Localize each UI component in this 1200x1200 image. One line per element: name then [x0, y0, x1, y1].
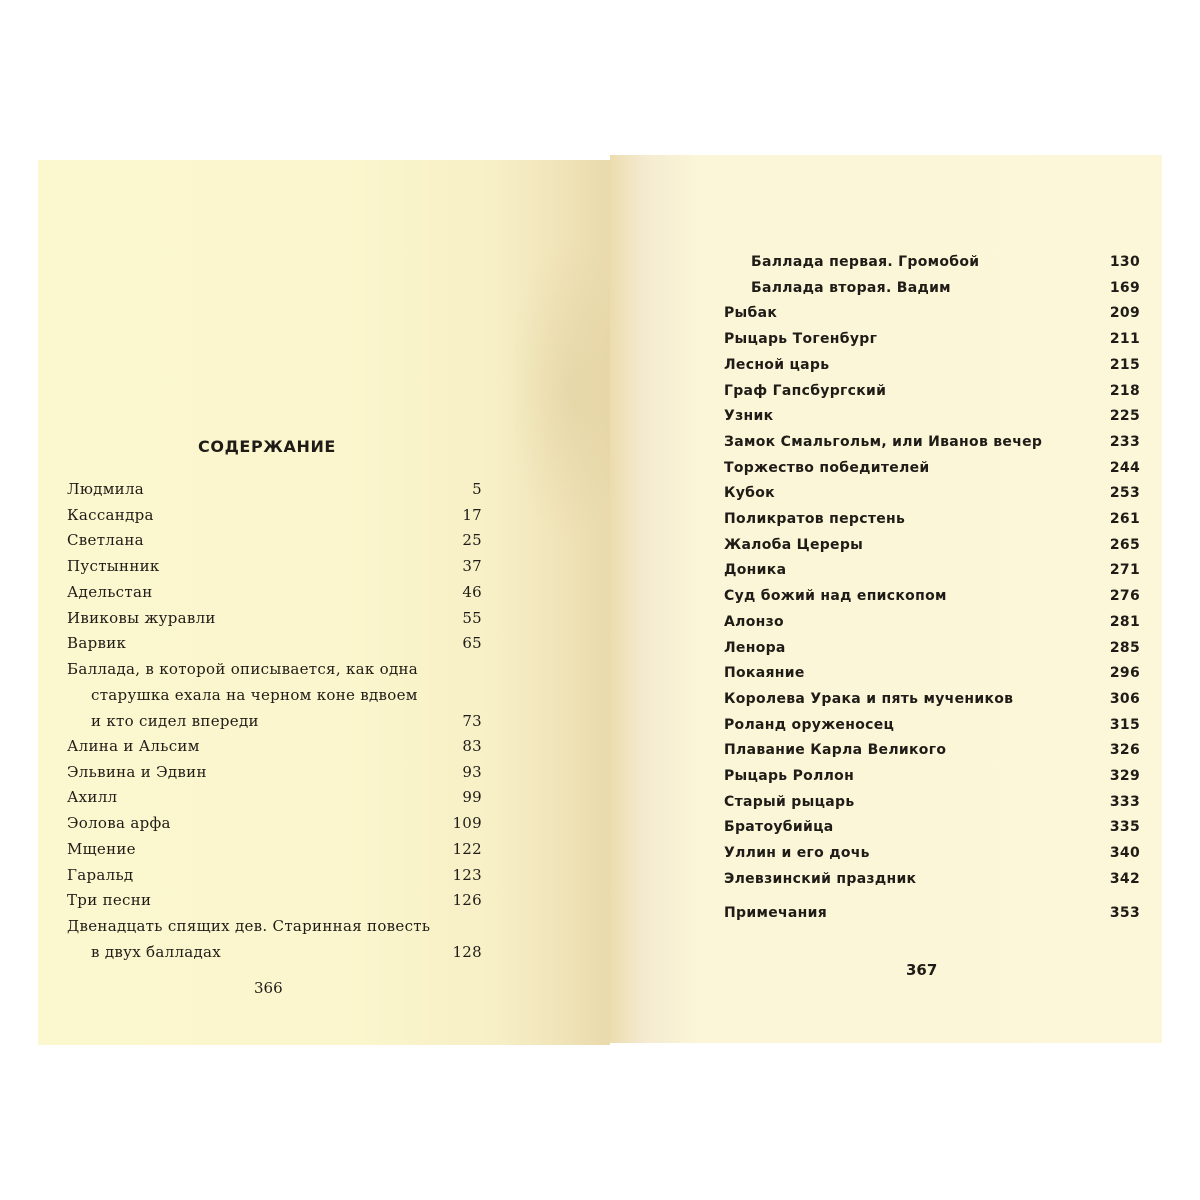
toc-entry-title: Кассандра [67, 505, 154, 524]
toc-entry-title: Баллада вторая. Вадим [751, 279, 951, 296]
toc-entry-title: в двух балладах [91, 942, 222, 961]
toc-entry-title: Людмила [67, 480, 145, 498]
toc-entry-page: 326 [1109, 742, 1140, 759]
toc-entry-title: Доника [724, 562, 787, 579]
toc-entry-page: 353 [1109, 904, 1140, 921]
toc-entry-title: Братоубийца [724, 819, 834, 836]
toc-entry-title: Пустынник [67, 557, 160, 576]
toc-entry-title: Двенадцать спящих дев. Старинная повесть [67, 916, 431, 935]
toc-entry-title: Плавание Карла Великого [724, 742, 947, 759]
toc-entry-page: 93 [462, 762, 482, 781]
toc-entry-page: 218 [1109, 382, 1140, 399]
toc-entry-title: Ивиковы журавли [67, 608, 216, 627]
toc-entry-page: 122 [452, 839, 482, 858]
toc-entry-page: 109 [452, 814, 482, 833]
toc-entry-page: 244 [1109, 459, 1140, 476]
toc-entry-page: 225 [1109, 408, 1140, 425]
toc-entry-title: Покаяние [724, 665, 805, 682]
toc-entry-title: Граф Гапсбургский [724, 382, 887, 399]
toc-entry-title: Эльвина и Эдвин [67, 762, 207, 781]
toc-entry-page: 253 [1109, 485, 1140, 502]
toc-entry-page: 128 [452, 942, 482, 961]
toc-heading: СОДЕРЖАНИЕ [198, 437, 336, 456]
toc-entry-page: 126 [452, 891, 482, 910]
toc-entry-title: Кубок [724, 485, 775, 502]
toc-entry-title: Элевзинский праздник [724, 870, 917, 887]
toc-entry-title: Эолова арфа [67, 814, 171, 833]
toc-entry-page: 123 [452, 865, 482, 884]
toc-entry-title: старушка ехала на черном коне вдвоем [91, 685, 418, 704]
toc-entry-title: Баллада первая. Громобой [751, 254, 980, 270]
toc-entry-page: 46 [462, 582, 482, 601]
toc-entry-page: 55 [462, 608, 482, 627]
toc-entry-title: Баллада, в которой описывается, как одна [67, 659, 419, 678]
toc-entry-title: Роланд оруженосец [724, 716, 895, 733]
toc-entry-page: 296 [1109, 665, 1140, 682]
toc-entry-page: 5 [472, 480, 482, 498]
toc-entry-page: 261 [1109, 511, 1140, 527]
toc-entry-page: 265 [1109, 536, 1140, 553]
toc-entry-page: 99 [462, 788, 482, 807]
toc-entry-title: Жалоба Цереры [724, 536, 864, 553]
toc-entry-title: Суд божий над епископом [724, 588, 947, 605]
toc-entry-page: 83 [462, 737, 482, 755]
toc-entry-title: Гаральд [67, 865, 134, 884]
right-toc-list [610, 155, 1162, 1043]
toc-entry-page: 73 [462, 711, 482, 730]
toc-entry-title: Лесной царь [724, 356, 830, 373]
toc-entry-page: 333 [1109, 793, 1140, 810]
toc-entry-title: Поликратов перстень [724, 511, 906, 527]
toc-entry-page: 342 [1109, 870, 1140, 887]
toc-entry-page: 17 [462, 505, 482, 524]
toc-entry-title: Торжество победителей [724, 459, 930, 476]
toc-entry-page: 276 [1109, 588, 1140, 605]
toc-entry-title: Примечания [724, 904, 828, 921]
page-number: 367 [906, 961, 938, 979]
toc-entry-page: 281 [1109, 613, 1140, 630]
toc-entry-page: 335 [1109, 819, 1140, 836]
toc-entry-title: Замок Смальгольм, или Иванов вечер [724, 433, 1043, 450]
toc-entry-page: 211 [1109, 331, 1140, 348]
toc-entry-page: 169 [1109, 279, 1140, 296]
toc-entry-title: и кто сидел впереди [91, 711, 259, 730]
toc-entry-page: 209 [1109, 305, 1140, 322]
toc-entry-page: 25 [462, 531, 482, 550]
toc-entry-title: Королева Урака и пять мучеников [724, 690, 1014, 707]
toc-entry-title: Узник [724, 408, 774, 425]
toc-entry-title: Рыбак [724, 305, 778, 322]
toc-entry-title: Алонзо [724, 613, 784, 630]
left-toc-list [38, 160, 610, 1045]
toc-entry-title: Старый рыцарь [724, 793, 855, 810]
toc-entry-page: 306 [1109, 690, 1140, 707]
toc-entry-page: 285 [1109, 639, 1140, 656]
toc-entry-page: 65 [462, 634, 482, 653]
page-number: 366 [254, 979, 283, 997]
toc-entry-title: Алина и Альсим [67, 737, 200, 755]
toc-entry-page: 340 [1109, 845, 1140, 862]
toc-entry-page: 37 [462, 557, 482, 576]
toc-entry-title: Рыцарь Тогенбург [724, 331, 878, 348]
toc-entry-title: Адельстан [67, 582, 153, 601]
toc-entry-page: 329 [1109, 768, 1140, 784]
toc-entry-title: Ахилл [67, 788, 118, 807]
toc-entry-title: Мщение [67, 839, 136, 858]
toc-entry-title: Уллин и его дочь [724, 845, 870, 862]
left-page [38, 160, 610, 1045]
right-page [610, 155, 1162, 1043]
toc-entry-page: 130 [1109, 254, 1140, 270]
toc-entry-page: 315 [1109, 716, 1140, 733]
toc-entry-title: Светлана [67, 531, 144, 550]
toc-entry-title: Три песни [67, 891, 152, 910]
toc-entry-title: Ленора [724, 639, 786, 656]
toc-entry-page: 233 [1109, 433, 1140, 450]
toc-entry-page: 271 [1109, 562, 1140, 579]
toc-entry-title: Варвик [67, 634, 127, 653]
toc-entry-page: 215 [1109, 356, 1140, 373]
toc-entry-title: Рыцарь Роллон [724, 768, 855, 784]
